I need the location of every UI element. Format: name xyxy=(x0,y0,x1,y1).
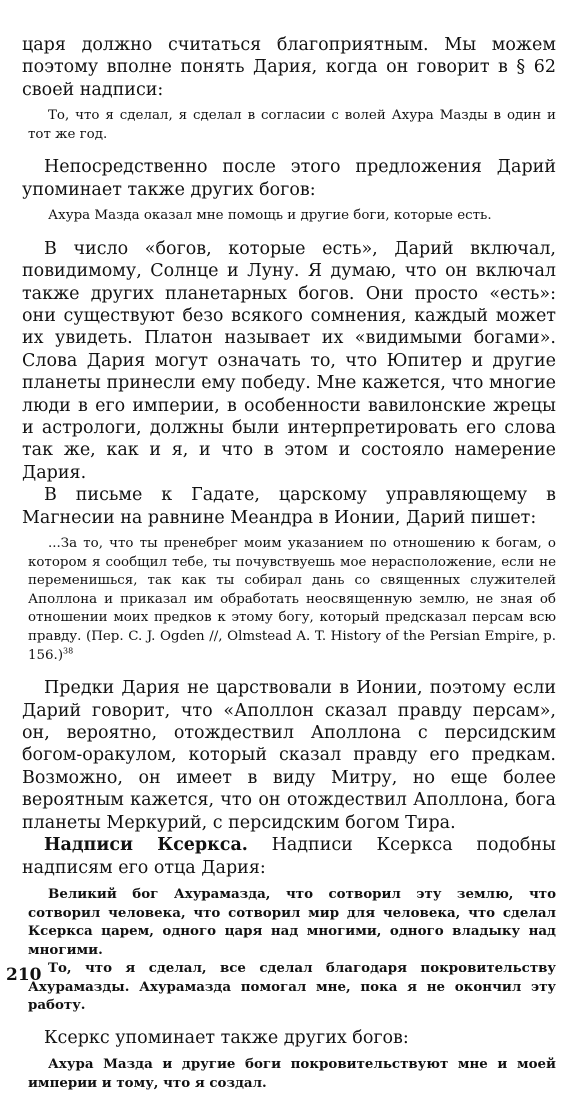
quote-1: То, что я сделал, я сделал в согласии с волей Ахура Мазды в один и тот же год. xyxy=(28,108,556,142)
quote-5: То, что я сделал, все сделал благодаря покровительству Ахурамазды. Ахурамазда помогал мне, пока я не окончил эту работу. xyxy=(28,960,556,1014)
paragraph-7: Ксеркс упоминает также других богов: xyxy=(44,1028,409,1049)
quote-3 xyxy=(22,535,556,665)
paragraph-1: царя должно считаться благоприятным. Мы можем поэтому вполне понять Дария, когда он говорит в § 62 своей надписи: xyxy=(22,35,556,100)
page-number: 210 xyxy=(6,965,42,985)
paragraph-3: В число «богов, которые есть», Дарий включал, повидимому, Солнце и Луну. Я думаю, что он включал также других планетарных богов. Они просто «есть»: они существуют безо всякого сомнения, каждый может их увидеть. Платон называет их «видимыми богами». Слова Дария могут означать то, что Юпитер и другие планеты принесли ему победу. Мне кажется, что многие люди в его империи, в особенности вавилонские жрецы и астрологи, должны были интерпретировать его слова так же, как и я, и что в этом и состояло намерение Дария. xyxy=(22,238,556,483)
section-heading: Надписи Ксеркса. xyxy=(44,835,248,856)
quote-2: Ахура Мазда оказал мне помощь и другие боги, которые есть. xyxy=(48,208,492,224)
paragraph-6-text: Надписи Ксеркса подобны надписям его отца Дария: xyxy=(22,835,556,878)
quote-6: Ахура Мазда и другие боги покровительствуют мне и моей империи и тому, что я создал. xyxy=(28,1056,556,1092)
paragraph-4: В письме к Гадате, царскому управляющему в Магнесии на равнине Меандра в Ионии, Дарий пишет: xyxy=(22,485,556,528)
quote-4: Великий бог Ахурамазда, что сотворил эту землю, что сотворил человека, что сотворил мир для человека, что сделал Ксеркса царем, одного царя над многими, одного владыку над многими. xyxy=(28,885,556,958)
paragraph-5: Предки Дария не царствовали в Ионии, поэтому если Дарий говорит, что «Аполлон сказал правду персам», он, вероятно, отождествил Аполлона с персидским богом-оракулом, который сказал правду его предкам. Возможно, он имеет в виду Митру, но еще более вероятным кажется, что он отождествил Аполлона, бога планеты Меркурий, с персидским богом Тира. xyxy=(22,678,556,833)
page-body xyxy=(22,34,556,1093)
paragraph-6 xyxy=(22,834,556,879)
quote-3-text: ...За то, что ты пренебрег моим указанием по отношению к богам, о котором я сообщил тебе, ты почувствуешь мое нерасположение, если не переменишься, так как ты собирал дань со священных служителей Аполлона и приказал им обработать неосвященную землю, не зная об отношении моих предков к этому богу, который предсказал персам всю правду. (Пер. C. J. Ogden //, Olmstead A. T. History of the Persian Empire, p. 156.) xyxy=(28,536,556,663)
paragraph-2: Непосредственно после этого предложения Дарий упоминает также других богов: xyxy=(22,157,556,200)
footnote-ref: 38 xyxy=(63,646,74,656)
